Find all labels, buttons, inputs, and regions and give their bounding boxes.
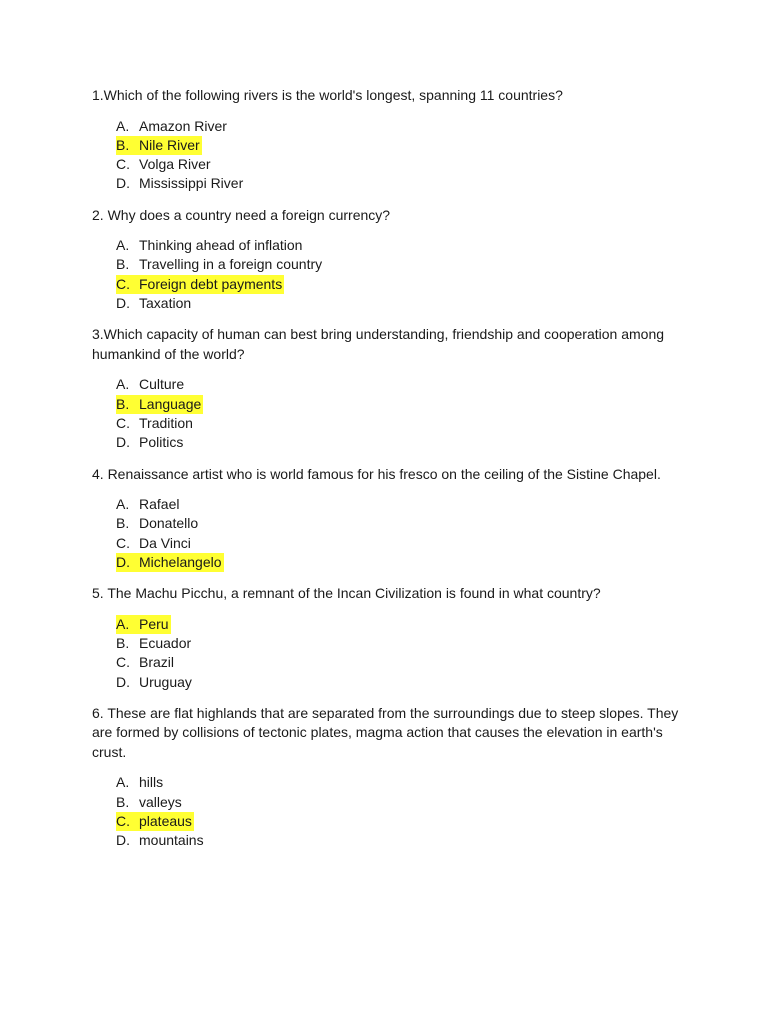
option-letter: A. <box>116 774 130 791</box>
option-letter: C. <box>116 414 130 431</box>
option-text: Peru <box>139 615 169 632</box>
option-text: mountains <box>139 832 204 849</box>
option-item <box>116 514 692 533</box>
option-letter: A. <box>116 117 130 134</box>
option-item <box>116 793 692 812</box>
option-item <box>116 174 692 193</box>
option-item <box>116 615 692 634</box>
option-letter: B. <box>116 256 130 273</box>
question-block-6 <box>92 704 692 851</box>
option-letter: D. <box>116 175 130 192</box>
option-letter: B. <box>116 635 130 652</box>
option-text-wrap <box>116 117 229 136</box>
option-text: Donatello <box>139 515 199 532</box>
option-list <box>92 236 692 313</box>
option-text: Da Vinci <box>139 534 191 551</box>
quiz-content <box>92 86 692 863</box>
option-letter: D. <box>116 295 130 312</box>
option-text-wrap <box>116 495 181 514</box>
option-letter: C. <box>116 156 130 173</box>
option-list <box>92 375 692 452</box>
option-text: Thinking ahead of inflation <box>139 237 303 254</box>
option-letter: A. <box>116 237 130 254</box>
option-item <box>116 634 692 653</box>
option-text-wrap <box>116 553 224 572</box>
option-item <box>116 433 692 452</box>
option-item <box>116 255 692 274</box>
option-item <box>116 236 692 255</box>
option-letter: B. <box>116 793 130 810</box>
option-text: Brazil <box>139 654 175 671</box>
option-text: Amazon River <box>139 117 227 134</box>
option-text: Volga River <box>139 156 211 173</box>
question-block-1 <box>92 86 692 194</box>
option-item <box>116 395 692 414</box>
option-text-wrap <box>116 514 200 533</box>
option-list <box>92 773 692 850</box>
option-text: Politics <box>139 434 184 451</box>
option-text: valleys <box>139 793 182 810</box>
option-list <box>92 615 692 692</box>
option-letter: C. <box>116 813 130 830</box>
question-text: 5. The Machu Picchu, a remnant of the Incan Civilization is found in what country? <box>92 585 601 602</box>
option-letter: B. <box>116 515 130 532</box>
option-text-wrap <box>116 812 194 831</box>
option-letter: C. <box>116 275 130 292</box>
option-text-wrap <box>116 236 304 255</box>
option-text-wrap <box>116 534 193 553</box>
option-text: Nile River <box>139 136 200 153</box>
option-text: Mississippi River <box>139 175 244 192</box>
question-block-2 <box>92 206 692 314</box>
option-text-wrap <box>116 136 202 155</box>
option-text: Rafael <box>139 496 180 513</box>
option-text-wrap <box>116 255 324 274</box>
option-text-wrap <box>116 673 194 692</box>
question-block-5 <box>92 584 692 692</box>
option-text-wrap <box>116 275 284 294</box>
option-text-wrap <box>116 615 171 634</box>
question-text: 6. These are flat highlands that are separated from the surroundings due to steep slopes. They are formed by collisions of tectonic plates, magma action that causes the elevation in earth's crust. <box>92 704 679 760</box>
option-letter: C. <box>116 534 130 551</box>
option-text: Ecuador <box>139 635 192 652</box>
option-list <box>92 495 692 572</box>
option-item <box>116 673 692 692</box>
option-list <box>92 117 692 194</box>
option-item <box>116 812 692 831</box>
option-text-wrap <box>116 634 193 653</box>
option-text-wrap <box>116 831 206 850</box>
option-text: Culture <box>139 376 185 393</box>
option-text-wrap <box>116 773 165 792</box>
option-item <box>116 275 692 294</box>
option-letter: A. <box>116 376 130 393</box>
option-text-wrap <box>116 433 185 452</box>
option-item <box>116 653 692 672</box>
question-text: 2. Why does a country need a foreign currency? <box>92 206 391 223</box>
option-letter: C. <box>116 654 130 671</box>
option-item <box>116 773 692 792</box>
option-text: Tradition <box>139 414 193 431</box>
option-text-wrap <box>116 395 203 414</box>
option-text: Foreign debt payments <box>139 275 283 292</box>
option-letter: B. <box>116 136 130 153</box>
option-text: Taxation <box>139 295 192 312</box>
option-item <box>116 553 692 572</box>
option-letter: A. <box>116 496 130 513</box>
option-item <box>116 294 692 313</box>
option-item <box>116 534 692 553</box>
option-letter: D. <box>116 673 130 690</box>
option-item <box>116 117 692 136</box>
option-item <box>116 136 692 155</box>
option-letter: B. <box>116 395 130 412</box>
option-text: Michelangelo <box>139 553 222 570</box>
option-item <box>116 495 692 514</box>
option-text-wrap <box>116 375 186 394</box>
option-letter: A. <box>116 615 130 632</box>
question-text: 3.Which capacity of human can best bring understanding, friendship and cooperation among humankind of the world? <box>92 326 665 362</box>
option-text-wrap <box>116 294 193 313</box>
option-letter: D. <box>116 434 130 451</box>
option-text: plateaus <box>139 813 192 830</box>
option-item <box>116 375 692 394</box>
option-text-wrap <box>116 414 195 433</box>
question-text: 4. Renaissance artist who is world famous for his fresco on the ceiling of the Sistine Chapel. <box>92 465 661 482</box>
option-letter: D. <box>116 553 130 570</box>
option-text: Travelling in a foreign country <box>139 256 323 273</box>
option-letter: D. <box>116 832 130 849</box>
option-text-wrap <box>116 793 184 812</box>
option-text: Language <box>139 395 202 412</box>
question-text: 1.Which of the following rivers is the world's longest, spanning 11 countries? <box>92 87 563 103</box>
option-text: Uruguay <box>139 673 192 690</box>
question-block-3 <box>92 325 692 452</box>
option-text-wrap <box>116 653 176 672</box>
option-text-wrap <box>116 155 213 174</box>
question-block-4 <box>92 465 692 573</box>
option-text: hills <box>139 774 164 791</box>
option-item <box>116 414 692 433</box>
option-text-wrap <box>116 174 245 193</box>
option-item <box>116 831 692 850</box>
option-item <box>116 155 692 174</box>
